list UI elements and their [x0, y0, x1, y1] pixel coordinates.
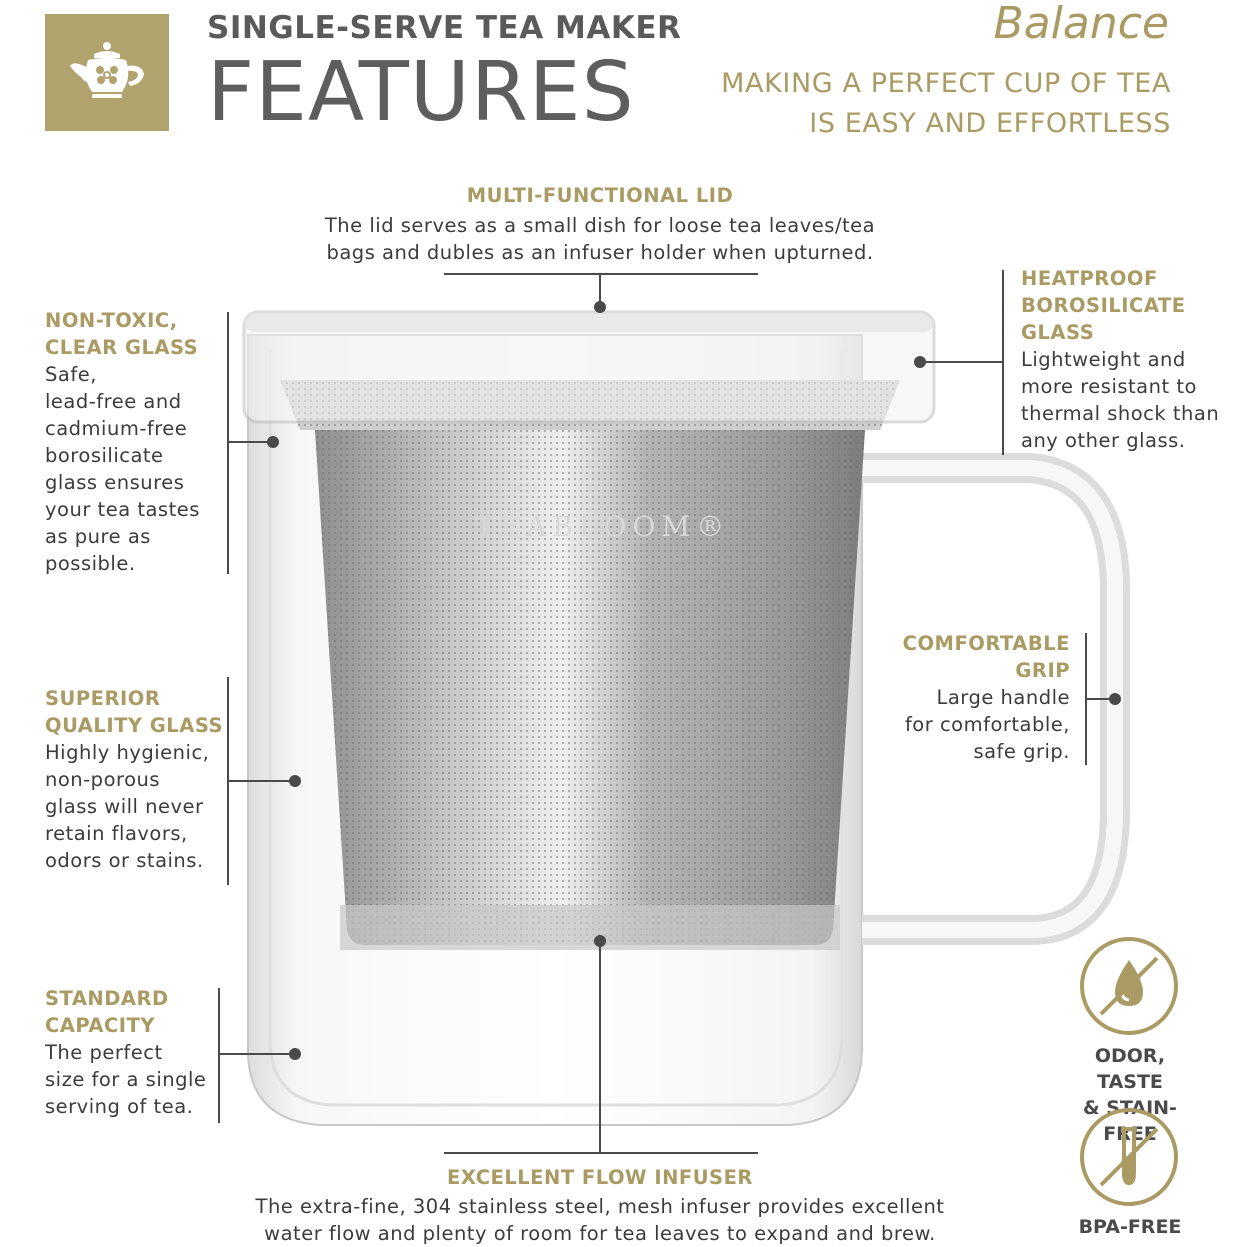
- non-toxic-bracket: [227, 312, 229, 574]
- tagline: MAKING A PERFECT CUP OF TEA IS EASY AND EFFORTLESS: [721, 68, 1171, 139]
- no-test-tube-icon: [1089, 1117, 1169, 1197]
- feature-grip-title: COMFORTABLE GRIP: [902, 632, 1070, 682]
- feature-capacity-desc: The perfect size for a single serving of tea.: [45, 1041, 207, 1118]
- heatproof-bracket: [1002, 270, 1004, 455]
- feature-capacity: [45, 985, 215, 1120]
- capacity-connector: [218, 1053, 294, 1055]
- capacity-dot: [289, 1048, 301, 1060]
- infuser-connector-vertical: [599, 941, 601, 1152]
- feature-heatproof-title: HEATPROOF BOROSILICATE GLASS: [1021, 267, 1186, 344]
- non-toxic-dot: [267, 436, 279, 448]
- feature-heatproof: [1021, 265, 1247, 454]
- feature-infuser: [250, 1164, 950, 1247]
- grip-dot: [1109, 693, 1121, 705]
- feature-capacity-title: STANDARD CAPACITY: [45, 987, 169, 1037]
- feature-non-toxic-desc: Safe, lead-free and cadmium-free borosilicate glass ensures your tea tastes as pure as possible.: [45, 363, 200, 575]
- lid-dot: [594, 301, 606, 313]
- superior-dot: [289, 775, 301, 787]
- superior-connector: [227, 780, 295, 782]
- bpa-free-badge: [1080, 1108, 1178, 1206]
- odor-free-badge: [1080, 937, 1178, 1035]
- feature-non-toxic-title: NON-TOXIC, CLEAR GLASS: [45, 309, 199, 359]
- bpa-free-label: BPA-FREE: [1078, 1216, 1182, 1238]
- feature-infuser-desc: The extra-fine, 304 stainless steel, mesh infuser provides excellent water flow and plenty of room for tea leaves to expand and brew.: [255, 1195, 945, 1245]
- brand-logo: [45, 14, 169, 131]
- capacity-bracket: [218, 988, 220, 1123]
- feature-superior-title: SUPERIOR QUALITY GLASS: [45, 687, 224, 737]
- non-toxic-connector: [227, 441, 272, 443]
- infuser-brand-text: TEABLOOM®: [475, 510, 731, 543]
- brand-name: Balance: [993, 0, 1169, 49]
- infuser-connector: [444, 1152, 758, 1154]
- page-title: FEATURES: [207, 45, 635, 140]
- infuser-dot: [594, 935, 606, 947]
- feature-lid: [300, 182, 900, 266]
- feature-superior: [45, 685, 225, 874]
- feature-infuser-title: EXCELLENT FLOW INFUSER: [447, 1166, 753, 1189]
- feature-grip-desc: Large handle for comfortable, safe grip.: [904, 686, 1070, 763]
- odor-free-label: ODOR, TASTE & STAIN-FREE: [1083, 1045, 1177, 1145]
- feature-heatproof-desc: Lightweight and more resistant to thermal shock than any other glass.: [1021, 348, 1220, 452]
- header-subtitle: SINGLE-SERVE TEA MAKER: [207, 10, 682, 46]
- feature-non-toxic: [45, 307, 225, 577]
- feature-lid-title: MULTI-FUNCTIONAL LID: [466, 184, 734, 207]
- feature-lid-desc: The lid serves as a small dish for loose tea leaves/tea bags and dubles as an infuser holder when upturned.: [324, 214, 876, 264]
- teapot-icon: [64, 38, 150, 108]
- feature-superior-desc: Highly hygienic, non-porous glass will never retain flavors, odors or stains.: [45, 741, 210, 872]
- no-drop-icon: [1089, 946, 1169, 1026]
- feature-grip: [880, 630, 1070, 765]
- lid-connector: [444, 273, 758, 275]
- heatproof-dot: [914, 356, 926, 368]
- heatproof-connector: [920, 361, 1002, 363]
